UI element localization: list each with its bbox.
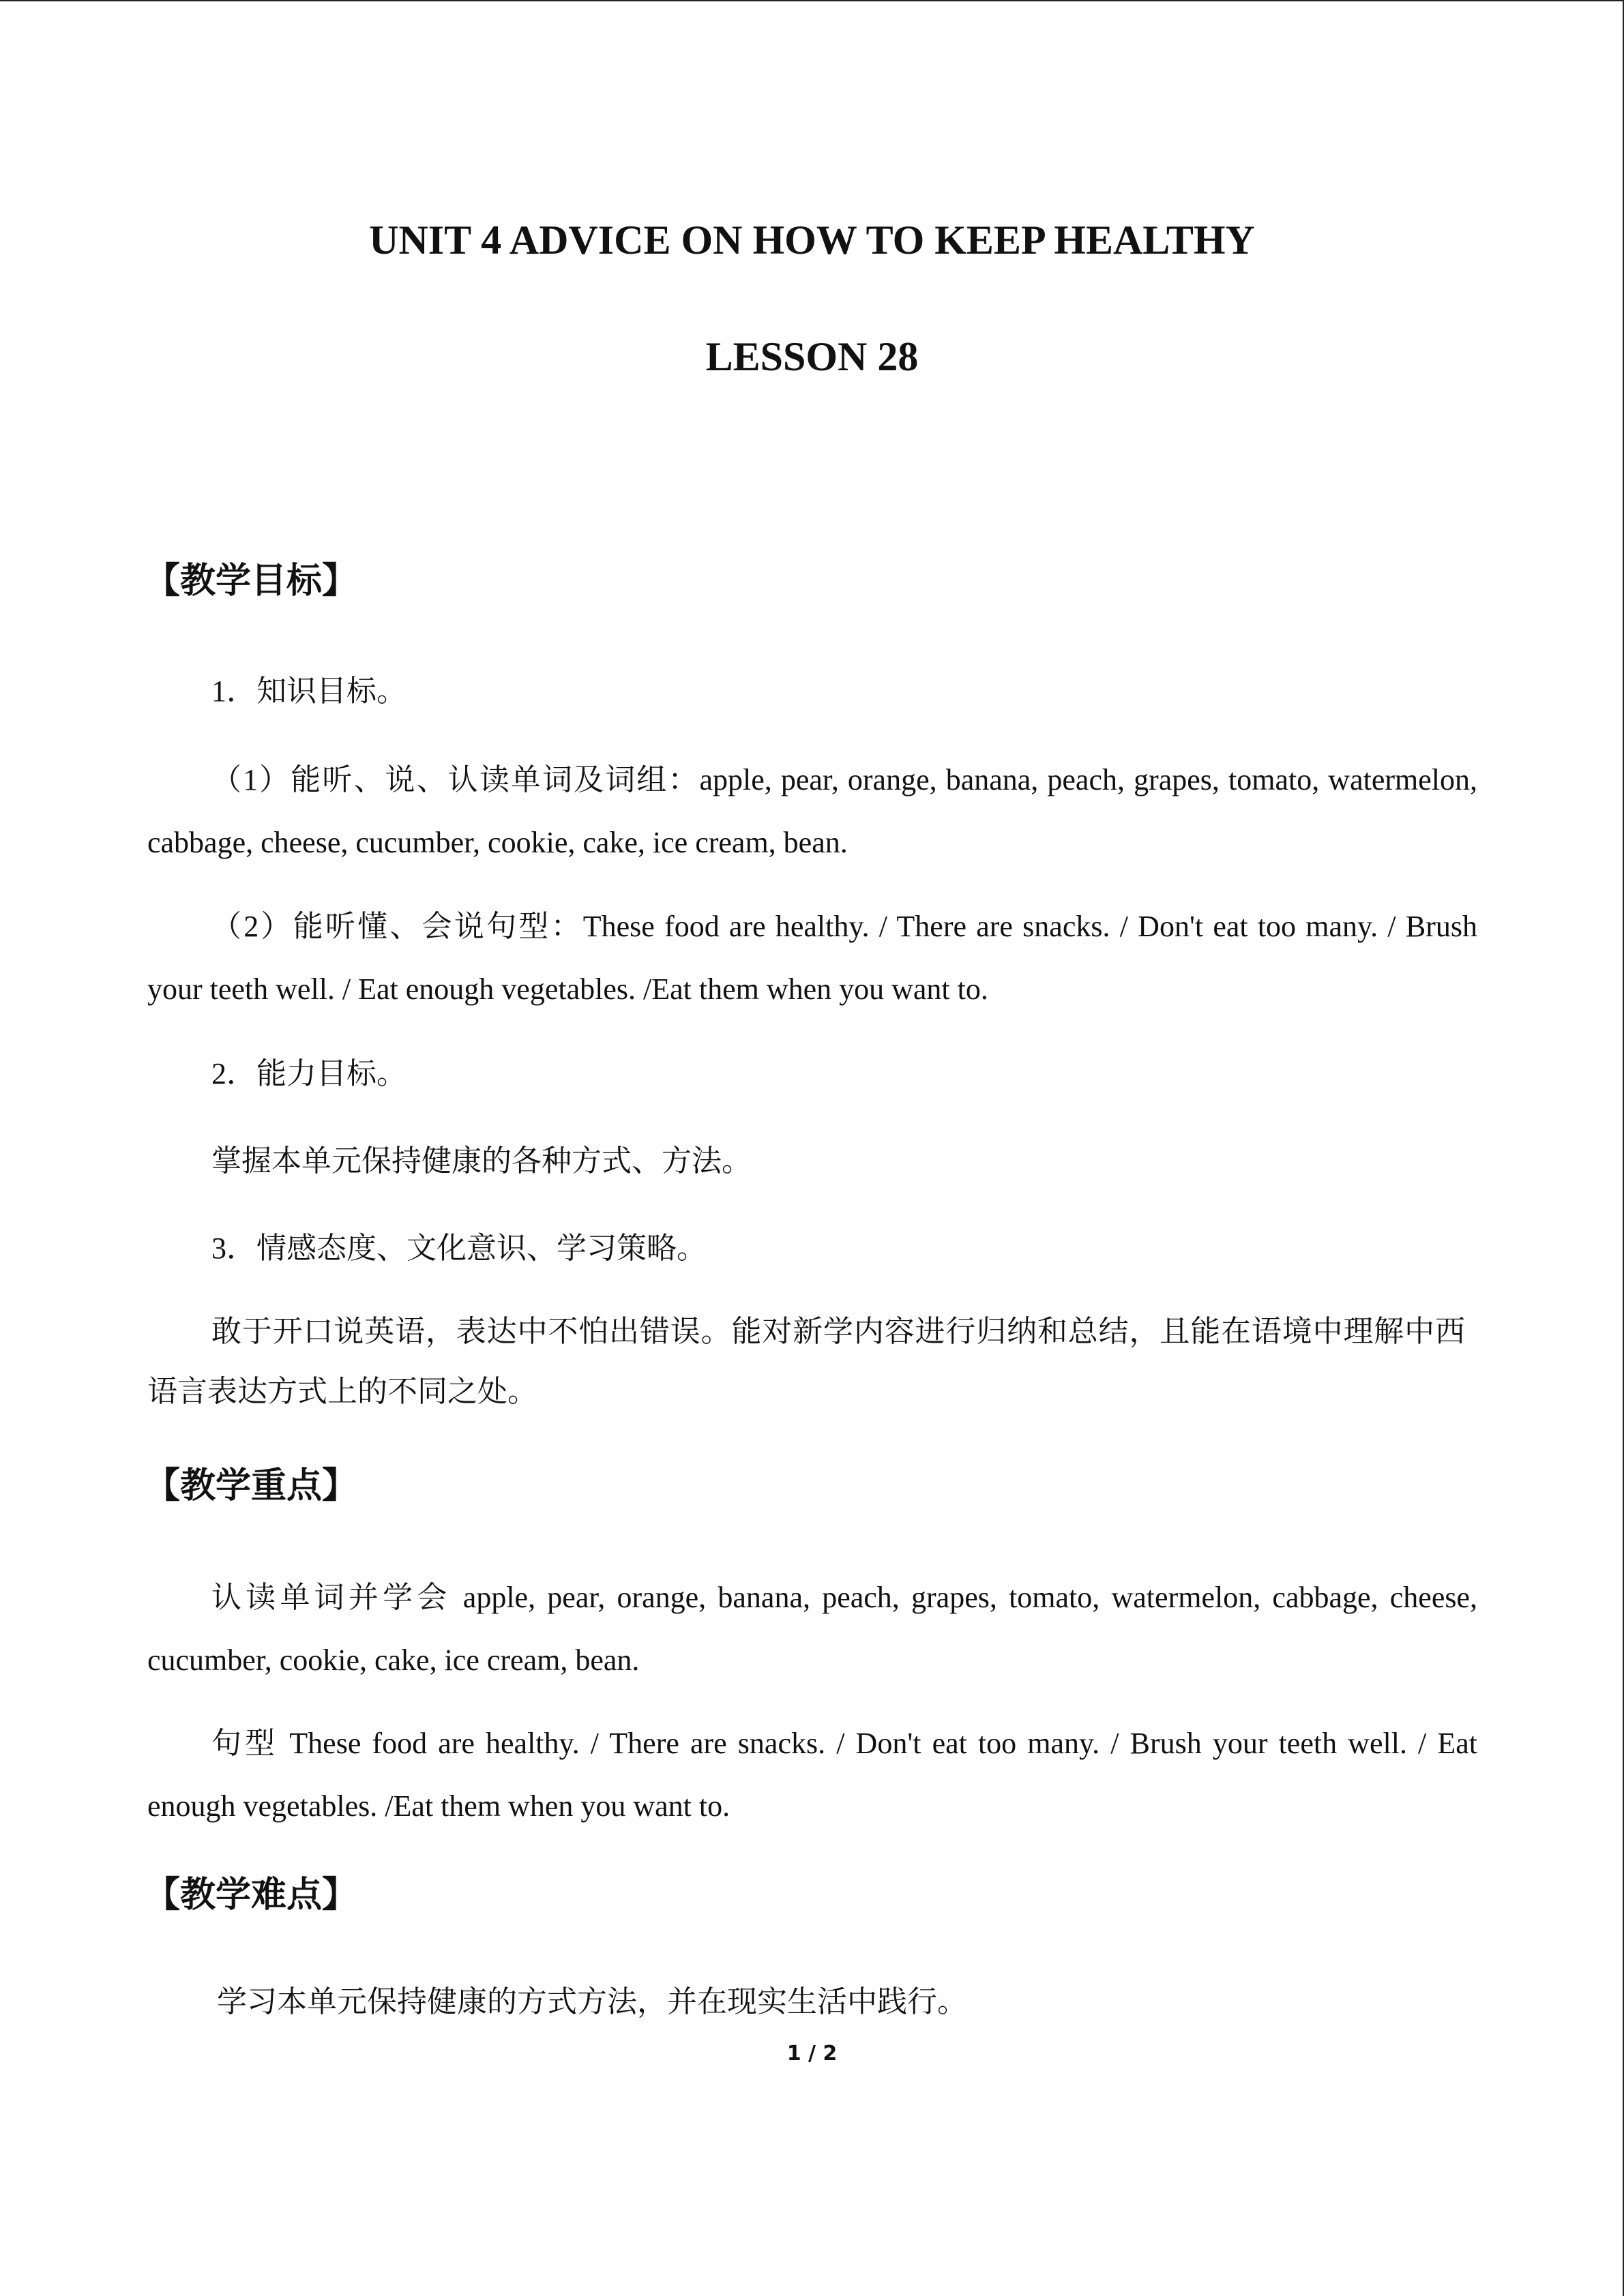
page-border-top [0,0,1624,1]
objective-ability: 2．能力目标。 [211,1057,407,1090]
objective-knowledge-words: （1）能听、说、认读单词及词组：apple, pear, orange, banana, peach, grapes, tomato, watermelon, cabbage, cheese, cucumber, cookie, cake, ice cream, bean. [147,763,1477,859]
objective-knowledge-sentences: （2）能听懂、会说句型：These food are healthy. / There are snacks. / Don't eat too many. / Brush your teeth well. / Eat enough vegetables. /Eat them when you want to. [147,910,1477,1006]
document-title: UNIT 4 ADVICE ON HOW TO KEEP HEALTHY [369,218,1255,263]
key-points-heading: 【教学重点】 [145,1467,358,1506]
objective-ability-text: 掌握本单元保持健康的各种方式、方法。 [211,1144,752,1178]
key-points-words: 认读单词并学会 apple, pear, orange, banana, peach, grapes, tomato, watermelon, cabbage, cheese, cucumber, cookie, cake, ice cream, bean. [147,1581,1477,1677]
objective-attitude-text: 敢于开口说英语，表达中不怕出错误。能对新学内容进行归纳和总结，且能在语境中理解中西语言表达方式上的不同之处。 [147,1315,1465,1408]
objective-attitude: 3．情感态度、文化意识、学习策略。 [211,1232,707,1265]
key-points-sentences: 句型 These food are healthy. / There are snacks. / Don't eat too many. / Brush your teeth well. / Eat enough vegetables. /Eat them when you want to. [147,1727,1477,1823]
objective-knowledge: 1．知识目标。 [211,674,407,708]
objectives-heading: 【教学目标】 [145,562,358,601]
lesson-title: LESSON 28 [705,334,919,379]
difficulties-text: 学习本单元保持健康的方式方法，并在现实生活中践行。 [217,1985,967,2018]
page-number: 1 / 2 [786,2042,838,2066]
difficulties-heading: 【教学难点】 [145,1876,358,1915]
